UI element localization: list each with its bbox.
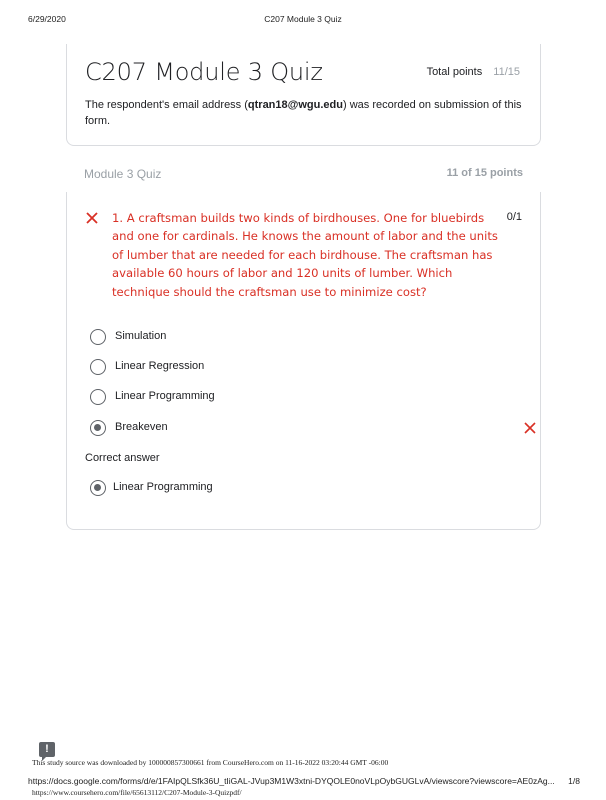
total-points — [427, 66, 520, 78]
email-note — [85, 97, 525, 129]
option-label: Linear Regression — [115, 360, 205, 372]
incorrect-icon — [84, 210, 100, 226]
print-date: 6/29/2020 — [28, 14, 66, 24]
option-breakeven[interactable] — [90, 418, 520, 438]
print-header — [0, 14, 606, 28]
correct-answer-option — [90, 478, 520, 498]
question-score: 0/1 — [506, 211, 522, 223]
email-note-suffix: ) was recorded on submission of this form. — [85, 99, 522, 127]
section-header — [66, 163, 541, 185]
option-linear-regression[interactable] — [90, 357, 520, 377]
radio-unchecked-icon[interactable] — [90, 389, 106, 405]
coursehero-url: https://www.coursehero.com/file/65613112/C207-Module-3-Quizpdf/ — [32, 788, 242, 797]
question-text: 1. A craftsman builds two kinds of birdhouses. One for bluebirds and one for cardinals. He knows the amount of labor and the units of lumber that are needed for each birdhouse. The craftsman has available 60 hours of labor and 120 units of lumber. Which technique should the craftsman use to minimize cost? — [112, 211, 498, 299]
print-title: C207 Module 3 Quiz — [264, 14, 342, 24]
respondent-email: qtran18@wgu.edu — [247, 99, 343, 111]
page-url: https://docs.google.com/forms/d/e/1FAIpQLSfk36U_tIiGAL-JVup3M1W3xtni-DYQOLE0noVLpOybGUGLvA/viewscore?viewscore=AE0zAg... — [28, 776, 555, 786]
radio-unchecked-icon[interactable] — [90, 359, 106, 375]
option-label: Linear Programming — [115, 390, 215, 402]
radio-unchecked-icon[interactable] — [90, 329, 106, 345]
radio-checked-icon — [90, 480, 106, 496]
total-points-label: Total points — [426, 66, 483, 78]
correct-answer-text: Linear Programming — [113, 481, 213, 493]
wrong-answer-icon — [523, 421, 537, 435]
option-label: Simulation — [115, 330, 167, 342]
option-label: Breakeven — [115, 421, 168, 433]
radio-checked-icon[interactable] — [90, 420, 106, 436]
form-header-card — [66, 44, 541, 146]
option-linear-programming[interactable] — [90, 387, 520, 407]
correct-answer-label: Correct answer — [85, 452, 160, 464]
option-simulation[interactable] — [90, 327, 520, 347]
question-card — [66, 192, 541, 530]
section-score: 11 of 15 points — [446, 167, 523, 179]
form-title: C207 Module 3 Quiz — [85, 58, 323, 86]
feedback-icon[interactable] — [39, 742, 55, 757]
page-number: 1/8 — [568, 776, 580, 786]
source-line: This study source was downloaded by 100000857300661 from CourseHero.com on 11-16-2022 03:20:44 GMT -06:00 — [32, 758, 389, 767]
feedback-icon-glyph: ! — [45, 743, 49, 755]
email-note-prefix: The respondent's email address ( — [85, 99, 248, 111]
total-points-value: 11/15 — [493, 66, 520, 78]
section-title: Module 3 Quiz — [84, 167, 162, 181]
